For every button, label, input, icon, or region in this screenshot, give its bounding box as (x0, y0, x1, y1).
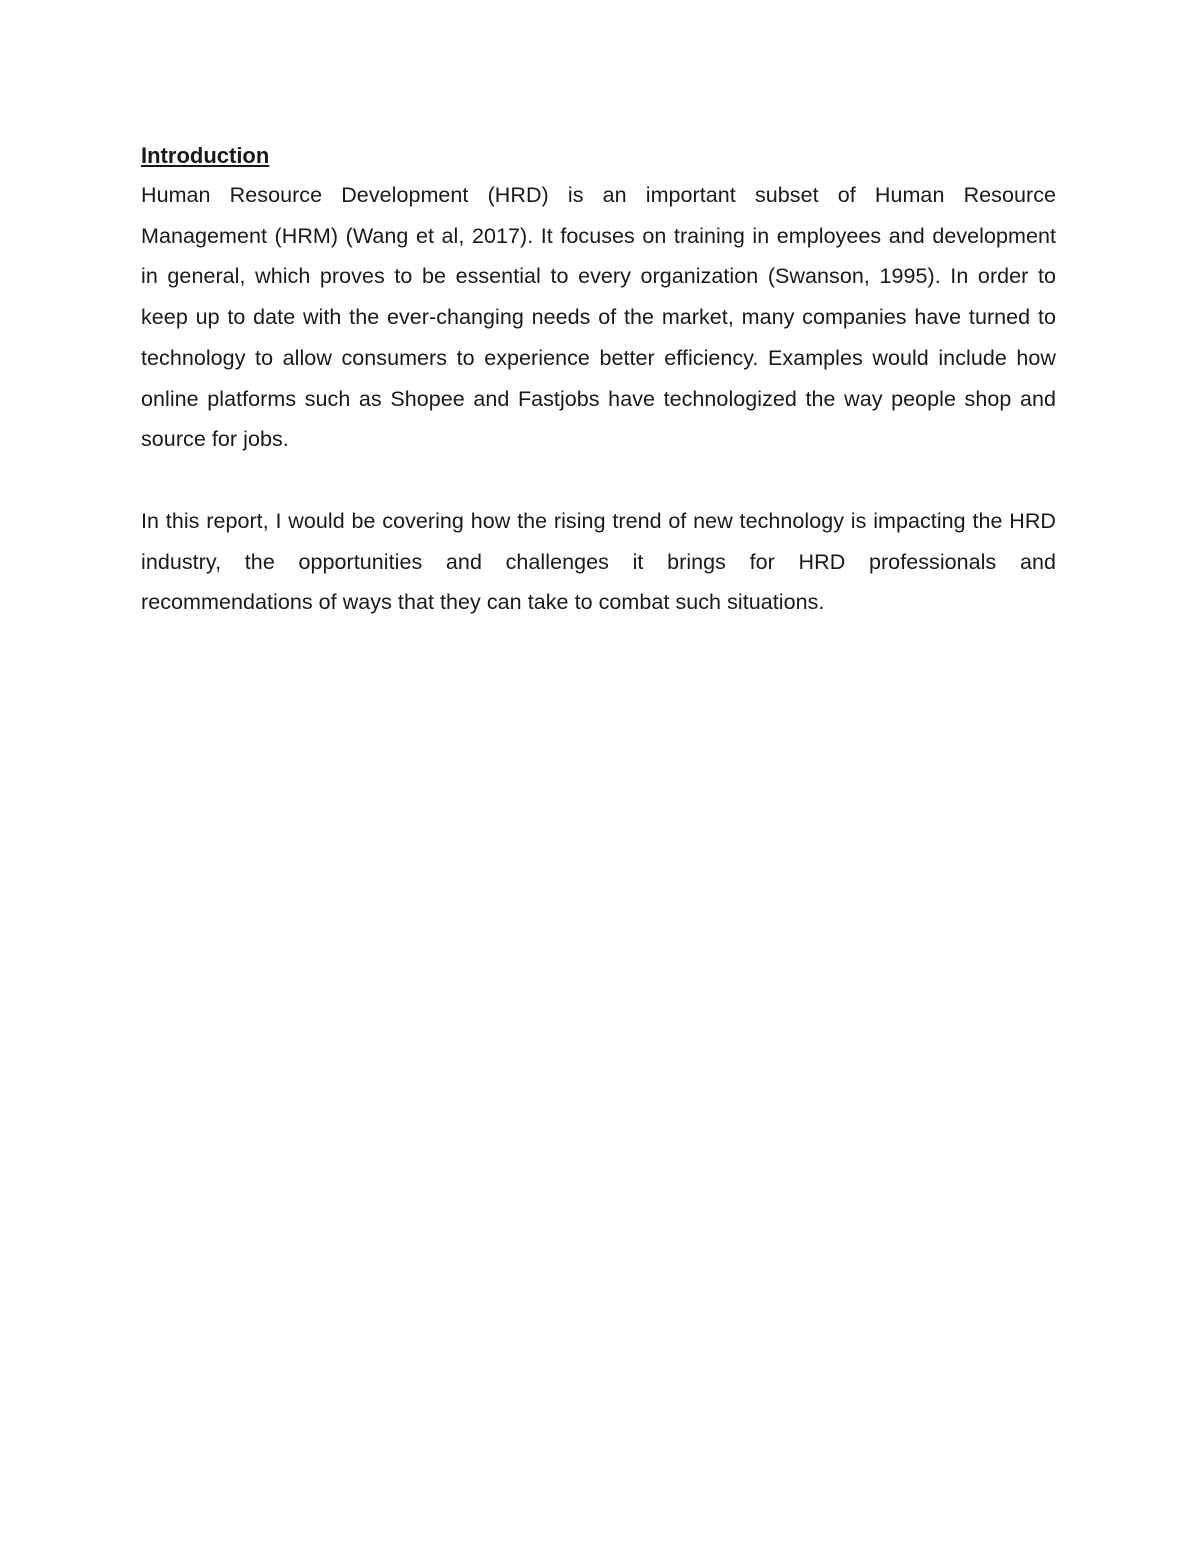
intro-paragraph-1: Human Resource Development (HRD) is an important subset of Human Resource Management (HRM) (Wang et al, 2017). It focuses on training in employees and development in general, which proves to be essential to every organization (Swanson, 1995). In order to keep up to date with the ever-changing needs of the market, many companies have turned to technology to allow consumers to experience better efficiency. Examples would include how online platforms such as Shopee and Fastjobs have technologized the way people shop and source for jobs. (141, 183, 1056, 452)
paragraph-spacer (141, 460, 1056, 501)
section-heading: Introduction (141, 143, 270, 168)
document-body (141, 138, 1056, 623)
intro-paragraph-2: In this report, I would be covering how the rising trend of new technology is impacting the HRD industry, the opportunities and challenges it brings for HRD professionals and recommendations of ways that they can take to combat such situations. (141, 508, 1056, 615)
